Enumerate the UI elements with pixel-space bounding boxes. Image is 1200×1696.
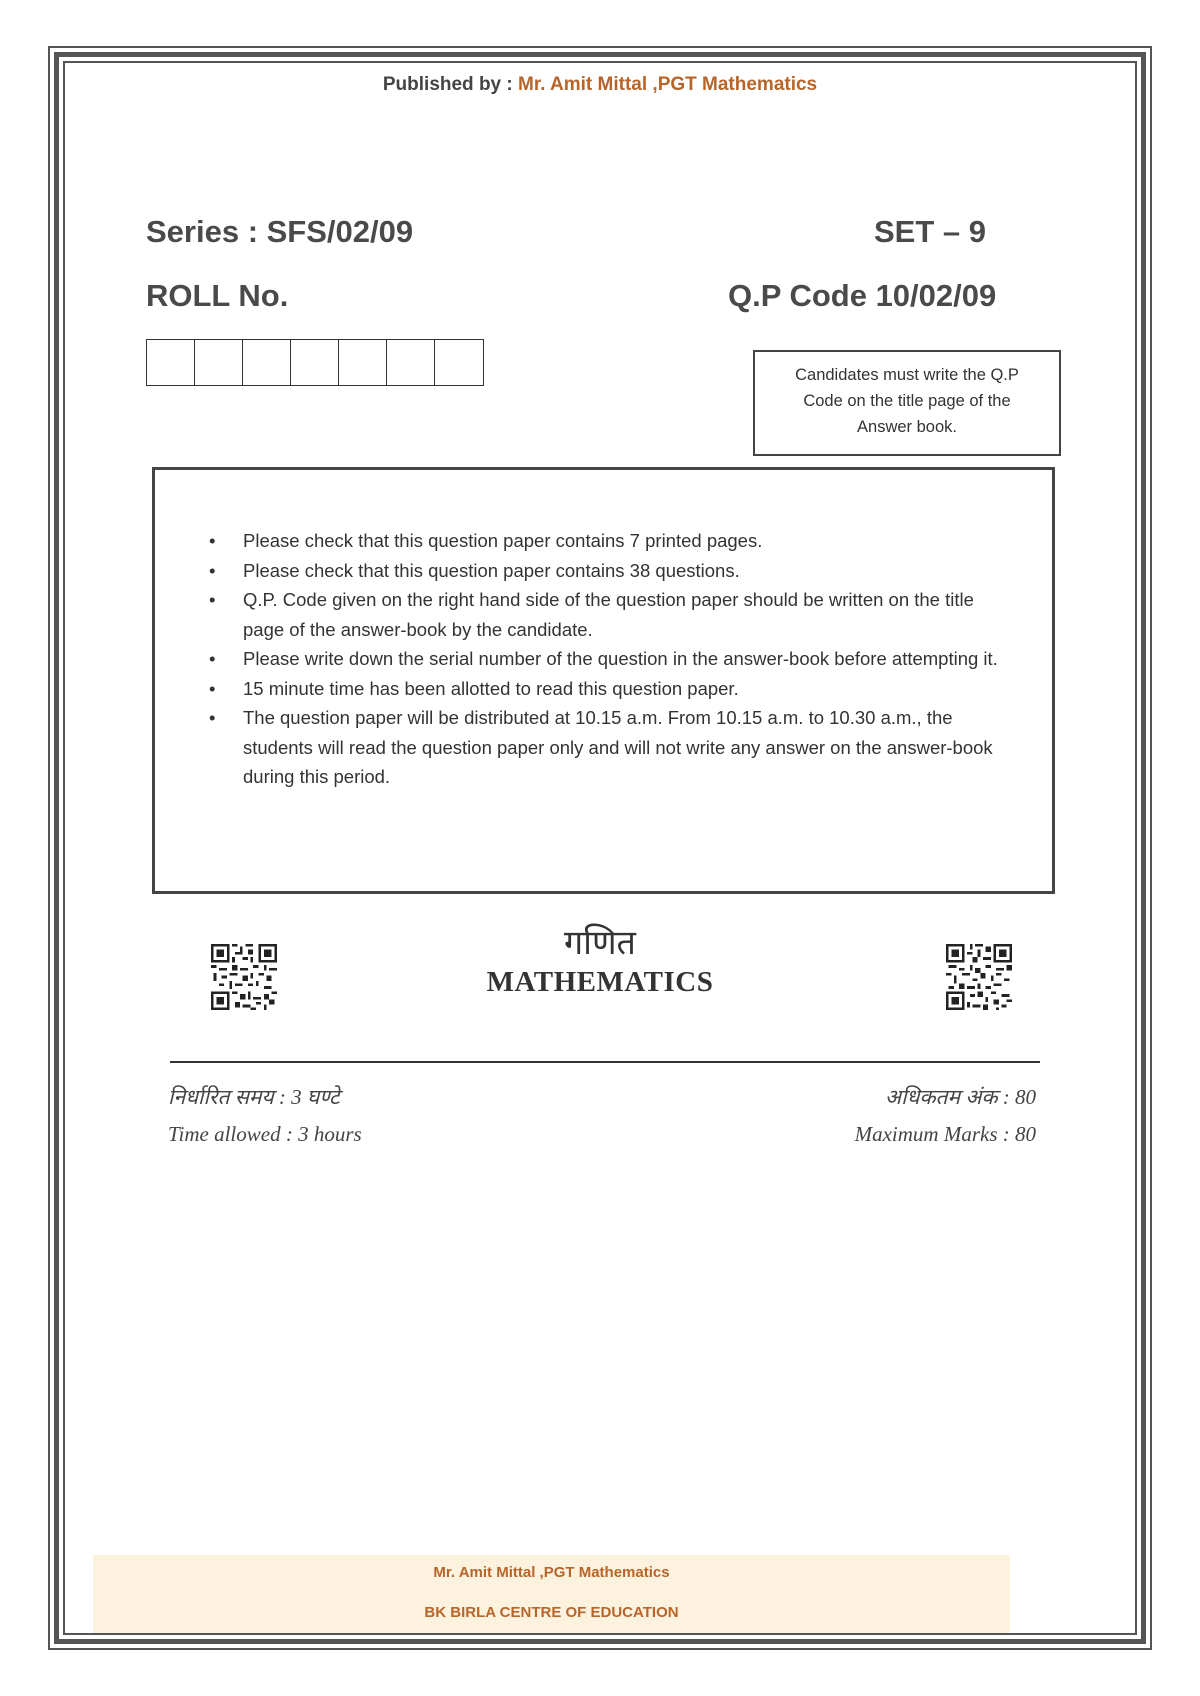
instruction-text: Q.P. Code given on the right hand side of the question paper should be written on the title page of the answer-book by the candidate.	[243, 589, 974, 640]
instruction-text: Please check that this question paper contains 7 printed pages.	[243, 530, 763, 551]
bullet-icon: •	[209, 530, 216, 551]
divider	[170, 1061, 1040, 1063]
note-line: Answer book.	[857, 418, 957, 436]
roll-digit-box[interactable]	[435, 340, 483, 385]
roll-digit-box[interactable]	[291, 340, 339, 385]
max-marks: Maximum Marks : 80	[854, 1122, 1036, 1146]
bullet-icon: •	[209, 648, 216, 669]
roll-digit-box[interactable]	[147, 340, 195, 385]
max-marks-hindi: अधिकतम अंक : 80	[885, 1085, 1036, 1109]
subject-hindi: गणित	[564, 923, 636, 963]
instruction-item	[209, 526, 1009, 556]
instruction-item	[209, 556, 1009, 586]
note-line: Candidates must write the Q.P	[795, 366, 1019, 384]
bullet-icon: •	[209, 559, 216, 581]
qp-code-note	[753, 350, 1061, 456]
qp-code: Q.P Code 10/02/09	[728, 278, 997, 313]
publisher-label: Published by :	[382, 74, 518, 95]
roll-digit-box[interactable]	[195, 340, 243, 385]
instruction-item	[209, 674, 1009, 704]
footer-banner	[93, 1555, 1010, 1633]
roll-number-boxes[interactable]	[146, 339, 484, 386]
time-allowed-hindi: निर्धारित समय : 3 घण्टे	[168, 1085, 340, 1109]
subject-english: MATHEMATICS	[486, 966, 714, 998]
roll-digit-box[interactable]	[387, 340, 435, 385]
roll-digit-box[interactable]	[243, 340, 291, 385]
roll-digit-box[interactable]	[339, 340, 387, 385]
roll-number-label: ROLL No.	[146, 278, 289, 313]
set-number: SET – 9	[874, 214, 986, 249]
instructions-box	[152, 467, 1055, 894]
instruction-text: Please check that this question paper contains 38 questions.	[243, 559, 740, 581]
time-allowed: Time allowed : 3 hours	[168, 1122, 362, 1146]
footer-author: Mr. Amit Mittal ,PGT Mathematics	[433, 1564, 670, 1581]
series-code: Series : SFS/02/09	[146, 214, 414, 249]
instruction-item	[209, 644, 1009, 674]
instruction-item	[209, 585, 1009, 644]
publisher-name: Mr. Amit Mittal ,PGT Mathematics	[518, 74, 818, 95]
footer-school: BK BIRLA CENTRE OF EDUCATION	[424, 1604, 679, 1621]
instruction-text: 15 minute time has been allotted to read this question paper.	[243, 677, 739, 699]
bullet-icon: •	[209, 677, 216, 699]
instructions-list	[209, 526, 1009, 792]
instruction-text: Please write down the serial number of the question in the answer-book before attempting it.	[243, 648, 998, 669]
bullet-icon: •	[209, 589, 216, 610]
bullet-icon: •	[209, 707, 216, 728]
instruction-text: The question paper will be distributed at 10.15 a.m. From 10.15 a.m. to 10.30 a.m., the students will read the question paper only and will not write any answer on the answer-book during this period.	[243, 707, 993, 787]
publisher-line	[0, 74, 1200, 96]
instruction-item	[209, 703, 1009, 792]
note-line: Code on the title page of the	[803, 392, 1011, 410]
